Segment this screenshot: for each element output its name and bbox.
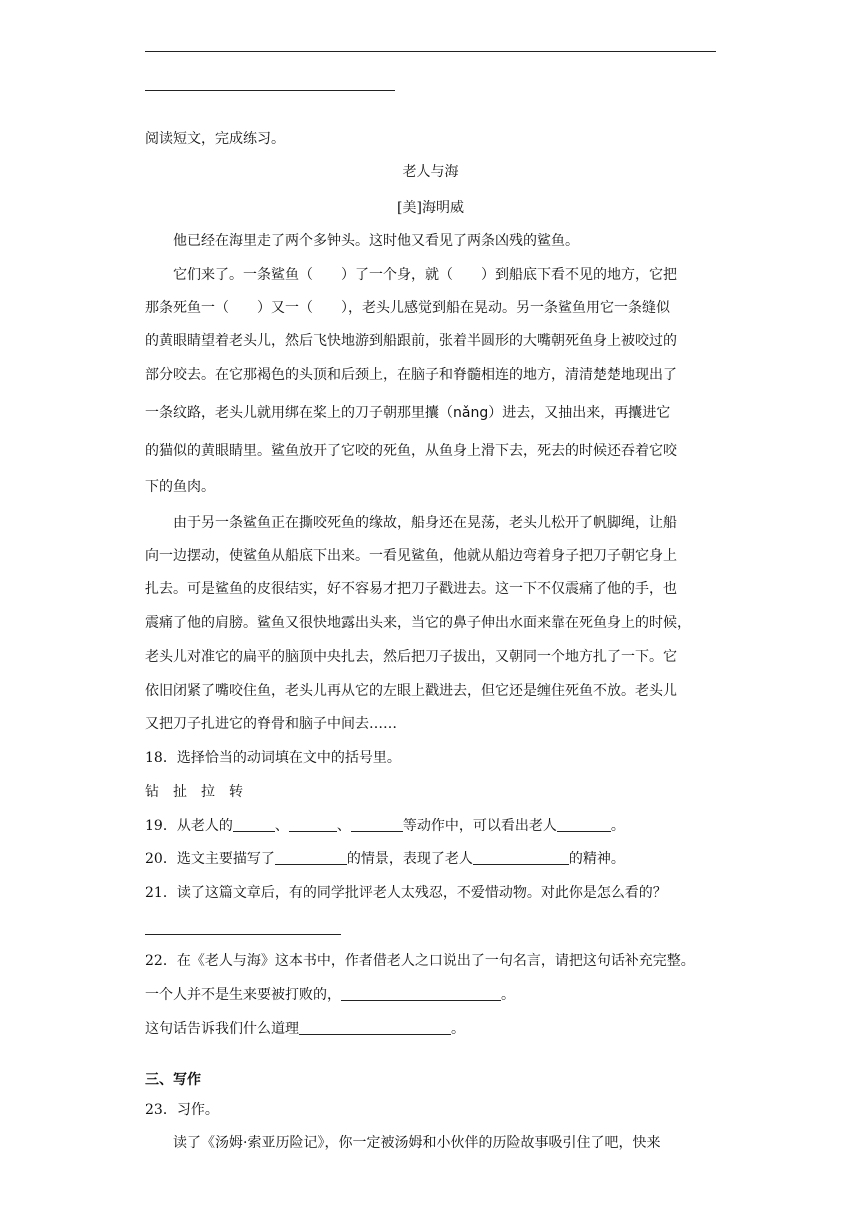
paragraph-3-line: 依旧闭紧了嘴咬住鱼，老头儿再从它的左眼上戳进去，但它还是缠住死鱼不放。老头儿 [145,683,677,699]
question-18: 18．选择恰当的动词填在文中的括号里。 [145,750,401,766]
question-22-text: 这句话告诉我们什么道理 [145,1021,299,1037]
answer-blank[interactable] [299,1020,451,1035]
question-20-text: 的情景，表现了老人 [346,851,473,867]
question-23-prompt: 读了《汤姆·索亚历险记》，你一定被汤姆和小伙伴的历险故事吸引住了吧，快来 [173,1135,661,1151]
question-18-word-choices: 钻 扯 拉 转 [145,784,243,800]
question-20 [145,850,625,868]
paragraph-2-line: 部分咬去。在它那褐色的头顶和后颈上，在脑子和脊髓相连的地方，清清楚楚地现出了 [145,367,677,383]
answer-rule [145,90,395,91]
question-22-line-2 [145,1020,465,1038]
question-22: 22．在《老人与海》这本书中，作者借老人之口说出了一句名言，请把这句话补充完整。 [145,953,695,969]
paragraph-3-line: 老头儿对准它的扁平的脑顶中央扎去，然后把刀子拔出，又朝同一个地方扎了一下。它 [145,649,677,665]
question-21: 21．读了这篇文章后，有的同学批评老人太残忍，不爱惜动物。对此你是怎么看的？ [145,885,667,901]
pinyin: nǎng [453,405,489,421]
answer-blank[interactable] [275,850,347,865]
answer-blank[interactable] [557,817,611,832]
question-20-text: 20．选文主要描写了 [145,851,275,867]
question-23: 23．习作。 [145,1102,219,1118]
paragraph-2-text: 一条纹路，老头儿就用绑在桨上的刀子朝那里攮（ [145,405,453,421]
paragraph-2-line: 那条死鱼一（ ）又一（ ），老头儿感觉到船在晃动。另一条鲨鱼用它一条缝似 [145,300,670,316]
paragraph-3-line: 由于另一条鲨鱼正在撕咬死鱼的缘故，船身还在晃荡，老头儿松开了帆脚绳，让船 [173,515,677,531]
punctuation: 。 [451,1021,465,1037]
paragraph-2-line: 下的鱼肉。 [145,479,215,495]
answer-line[interactable] [145,934,341,935]
punctuation: 。 [610,818,625,834]
paragraph-3-line: 震痛了他的肩膀。鲨鱼又很快地露出头来，当它的鼻子伸出水面来靠在死鱼身上的时候， [145,615,691,631]
paragraph-2-line [145,404,670,422]
passage-author: [美]海明威 [397,200,464,216]
paragraph-2-line: 它们来了。一条鲨鱼（ ）了一个身，就（ ）到船底下看不见的地方，它把 [173,267,677,283]
paragraph-3-line: 扎去。可是鲨鱼的皮很结实，好不容易才把刀子戳进去。这一下不仅震痛了他的手，也 [145,581,677,597]
answer-blank[interactable] [473,850,569,865]
answer-blank[interactable] [341,986,501,1001]
question-19-text: 等动作中，可以看出老人 [402,818,557,834]
paragraph-1: 他已经在海里走了两个多钟头。这时他又看见了两条凶残的鲨鱼。 [173,233,579,249]
separator: 、 [274,818,289,834]
top-rule [145,51,716,52]
question-22-line-1 [145,986,515,1004]
answer-blank[interactable] [351,817,403,832]
reading-instruction: 阅读短文，完成练习。 [145,131,285,147]
paragraph-2-line: 的黄眼睛望着老头儿，然后飞快地游到船跟前，张着半圆形的大嘴朝死鱼身上被咬过的 [145,333,677,349]
punctuation: 。 [501,987,515,1003]
answer-blank[interactable] [233,817,275,832]
paragraph-2-text: ）进去，又抽出来，再攮进它 [488,405,671,421]
passage-title: 老人与海 [402,164,459,180]
answer-blank[interactable] [289,817,337,832]
section-heading-writing: 三、写作 [145,1072,201,1088]
paragraph-2-line: 的猫似的黄眼睛里。鲨鱼放开了它咬的死鱼，从鱼身上滑下去，死去的时候还吞着它咬 [145,443,677,459]
question-20-text: 的精神。 [568,851,625,867]
separator: 、 [336,818,351,834]
question-19 [145,817,625,835]
question-19-text: 19．从老人的 [145,818,233,834]
paragraph-3-line: 又把刀子扎进它的脊骨和脑子中间去…… [145,716,397,732]
question-22-text: 一个人并不是生来要被打败的， [145,987,341,1003]
paragraph-3-line: 向一边摆动，使鲨鱼从船底下出来。一看见鲨鱼，他就从船边弯着身子把刀子朝它身上 [145,548,677,564]
